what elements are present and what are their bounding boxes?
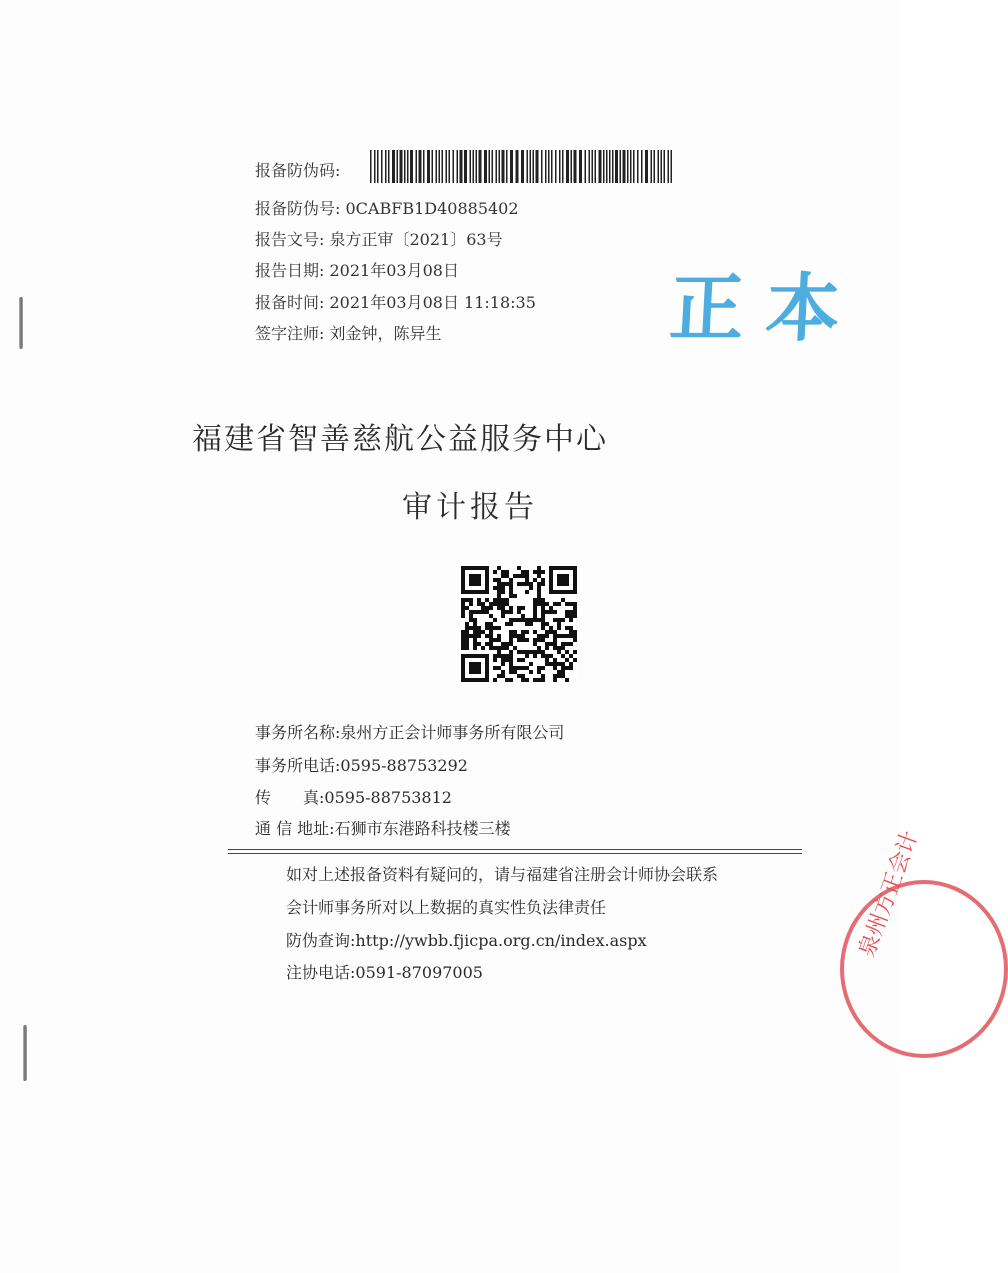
original-copy-stamp: 正本: [667, 266, 864, 352]
note-contact: 如对上述报备资料有疑问的，请与福建省注册会计师协会联系: [286, 865, 719, 884]
verify-label: 防伪查询:: [286, 931, 356, 950]
note-liability: 会计师事务所对以上数据的真实性负法律责任: [286, 898, 607, 917]
report-time: 2021年03月08日 11:18:35: [329, 293, 536, 312]
doc-number: 泉方正审〔2021〕63号: [329, 230, 503, 249]
firm-address: 石狮市东港路科技楼三楼: [334, 819, 511, 838]
organization-title: 福建省智善慈航公益服务中心: [192, 422, 608, 457]
firm-name: 泉州方正会计师事务所有限公司: [340, 723, 565, 742]
anti-fake-number-label: 报备防伪号:: [255, 199, 341, 218]
anti-fake-number-row: [255, 198, 519, 220]
divider-line-1: [228, 849, 802, 850]
report-time-row: [255, 292, 536, 314]
firm-fax-row: [255, 787, 452, 809]
association-phone-label: 注协电话:: [286, 963, 356, 982]
doc-number-row: [255, 229, 503, 251]
doc-number-label: 报告文号:: [255, 230, 325, 249]
report-time-label: 报备时间:: [255, 293, 325, 312]
firm-name-label: 事务所名称:: [255, 723, 341, 742]
signers: 刘金钟，陈异生: [329, 324, 442, 343]
firm-address-row: [255, 818, 511, 840]
report-date: 2021年03月08日: [329, 261, 459, 280]
staple-bottom: [23, 1025, 27, 1081]
firm-address-label: 通 信 地址:: [255, 819, 335, 838]
firm-fax: 0595-88753812: [324, 788, 452, 807]
association-phone: 0591-87097005: [355, 963, 483, 982]
report-date-label: 报告日期:: [255, 261, 325, 280]
firm-phone: 0595-88753292: [340, 756, 468, 775]
firm-name-row: [255, 722, 564, 744]
signers-label: 签字注师:: [255, 324, 325, 343]
barcode-label: 报备防伪码:: [255, 161, 341, 180]
firm-phone-label: 事务所电话:: [255, 756, 341, 775]
firm-phone-row: [255, 755, 468, 777]
company-seal-text: 泉州方正会计: [854, 827, 924, 961]
report-date-row: [255, 260, 459, 282]
signers-row: [255, 323, 442, 345]
verify-row: [286, 930, 647, 952]
barcode-row: [255, 160, 340, 182]
association-phone-row: [286, 962, 483, 984]
firm-fax-label: 传 真:: [255, 788, 325, 807]
divider-line-2: [228, 853, 802, 854]
qr-code-image: [461, 566, 577, 682]
verify-url: http://ywbb.fjicpa.org.cn/index.aspx: [355, 931, 647, 950]
report-type-title: 审计报告: [402, 490, 538, 525]
staple-top: [19, 297, 23, 349]
barcode-image: [370, 150, 676, 183]
anti-fake-number: 0CABFB1D40885402: [345, 199, 519, 218]
